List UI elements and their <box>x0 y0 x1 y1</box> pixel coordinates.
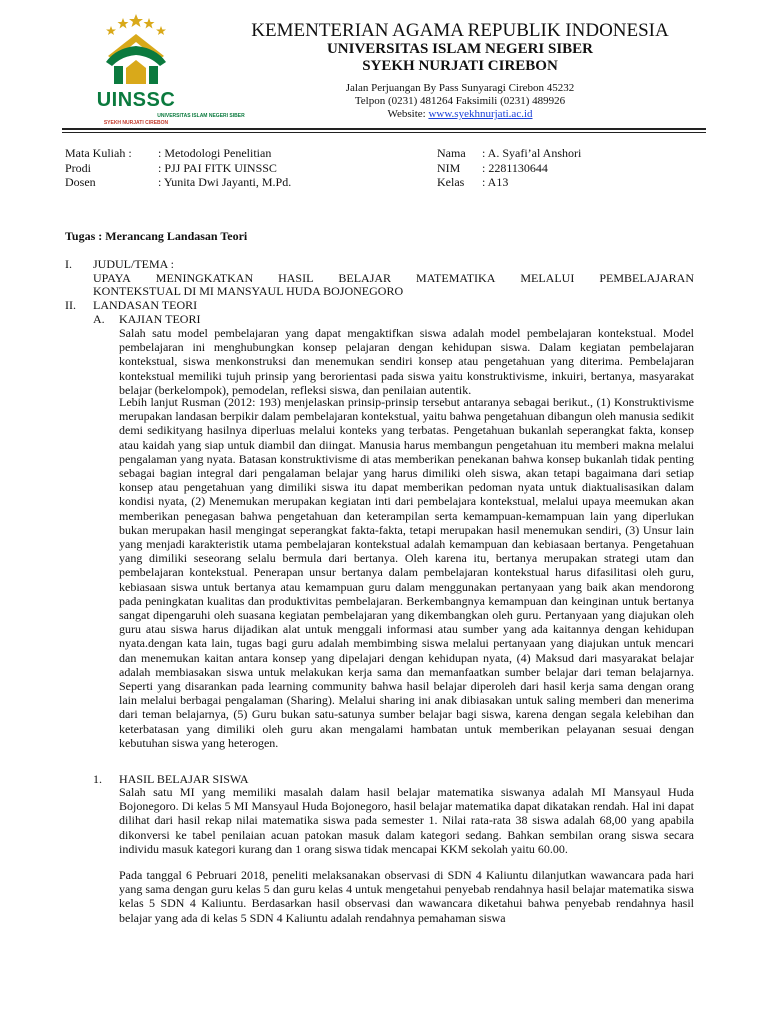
title-word: MELALUI <box>520 271 575 285</box>
value-lecturer: : Yunita Dwi Jayanti, M.Pd. <box>158 175 292 189</box>
logo-wordmark: UINSSC <box>96 89 176 111</box>
identity-right-values <box>482 146 581 190</box>
value-nim: : 2281130644 <box>482 160 548 175</box>
value-program: : PJJ PAI FITK UINSSC <box>158 160 277 175</box>
university-name-line2: SYEKH NURJATI CIREBON <box>362 58 558 74</box>
title-word: UPAYA <box>93 271 131 285</box>
title-word: MENINGKATKAN <box>155 271 254 285</box>
phone-fax: Telpon (0231) 481264 Faksimili (0231) 489926 <box>354 95 566 107</box>
title-word: PEMBELAJARAN <box>599 271 694 285</box>
website-link[interactable]: www.syekhnurjati.ac.id <box>428 108 533 120</box>
assignment-title: Tugas : Merancang Landasan Teori <box>65 229 248 243</box>
label-program: Prodi <box>65 160 92 175</box>
paragraph-learning-outcomes: Salah satu MI yang memiliki masalah dalam hasil belajar matematika siswanya adalah MI Mansyaul Huda Bojonegoro. Di kelas 5 MI Mansyaul Huda Bojonegoro, hasil belajar matematika dapat dikatakan rendah. Hal ini dapat dilihat dari hasil rekap nilai matematika siswa pada semester 1. Nilai rata-rata 38 siswa adalah 68,00 yang apabila dikonversi ke tabel penilaian acuan patokan masuk dalam kategori sedang. Bahkan sembilan orang siswa secara individu masuk kategori kurang dan 1 orang siswa tidak mencapai KKM sekolah yaitu 60.00. <box>119 785 694 856</box>
subsection-1-marker: 1. <box>93 772 102 786</box>
identity-left-labels <box>65 146 132 190</box>
letterhead-rule-thick <box>62 128 706 130</box>
website-line <box>230 108 690 120</box>
label-name: Nama <box>437 146 466 160</box>
section-1-heading: JUDUL/TEMA : <box>93 257 174 271</box>
label-course: Mata Kuliah : <box>65 146 132 160</box>
section-2-numeral: II. <box>65 298 76 312</box>
research-title-line2: KONTEKSTUAL DI MI MANSYAUL HUDA BOJONEGORO <box>93 284 404 298</box>
logo-emblem-icon <box>92 12 180 90</box>
ministry-heading: KEMENTERIAN AGAMA REPUBLIK INDONESIA <box>251 20 669 41</box>
subsection-a-marker: A. <box>93 312 105 326</box>
identity-right-labels <box>437 146 466 190</box>
section-2-heading: LANDASAN TEORI <box>93 298 198 312</box>
subsection-1-heading: HASIL BELAJAR SISWA <box>119 772 249 786</box>
letterhead-rule-thin <box>62 132 706 133</box>
label-lecturer: Dosen <box>65 175 96 189</box>
paragraph-principles: Lebih lanjut Rusman (2012: 193) menjelaskan prinsip-prinsip tersebut antaranya sebagai berikut., (1) Konstruktivisme merupakan landasan berpikir dalam pembelajaran kontekstual, yaitu bahwa pengetahuan dibangun oleh manusia sedikit demi sedikityang hasilnya diperluas melalui konteks yang terbatas. Pengetahuan bukanlah seperangkat fakta, konsep atau kaidah yang siap untuk diambil dan diingat. Manusia harus membangun pengetahuan itu memberi makna melalui pengalaman yang nyata. Batasan konstruktivisme di atas memberikan penekanan bahwa konsep bukanlah tidak penting sebagai bagian integral dari pengalaman belajar yang harus dimiliki oleh siswa, akan tetapi bagaimana dari setiap konsep atau pengetahuan yang dimiliki siswa itu dapat memberikan pedoman nyata untuk diaktualisasikan dalam kondisi nyata, (2) Menemukan merupakan kegiatan inti dari pembelajara kontekstual, melalui upaya meemukan akan memberikan penegasan bahwa pengetahuan dan keterampilan serta kemampuan-kemampuan lain yang diperlukan bukan merupakan hasil mengingat seperangkat fakta-fakta, tetapi merupakan hasil menemukan sendiri, (3) Unsur lain yang menjadi karakteristik utama pembelajaran kontekstual adalah kemampuan dan kebiasaan bertanya. Pengetahuan yang dimiliki seseorang selalu bermula dari bertanya. Oleh karena itu, bertanya merupakan strategi utam dan pembelajaran kontekstual. Penerapan unsur bertanya dalam pembelajaran kontekstual harus difasilitasi oleh guru, kebiasaan siswa untuk bertanya atau kemampuan guru dalam menggunakan pertanyaan yang baik akan mendorong pada peningkatan kualitas dan produktivitas pembelajaran. Berkembangnya kemampuan dan keinginan untuk bertanya sangat dipengaruhi oleh suasana kegiatan pembelajaran yang dikembangkan oleh guru. Pertanyaan yang diajukan oleh guru atau siswa harus dijadikan alat untuk menggali informasi atau sumber yang ada kaitannya dengan kehidupan nyata.dengan kata lain, tugas bagi guru adalah membimbing siswa melalui pertanyaan yang diajukan untuk mencari dan menemukan kaitan antara konsep yang dipelajari dengan kehidupan nyata, (4) Maksud dari masyarakat belajar adalah membiasakan siswa untuk melakukan kerja sama dan memanfaatkan sumber belajar dari teman belajarnya. Seperti yang disarankan pada learning community bahwa hasil belajar diperoleh dari hasil kerja sama dengan orang lain melalui berbagai pengalaman (Sharing). Melalui sharing ini anak dibiasakan untuk saling memberi dan menerima dari teman belajarnya, (5) Guru bukan satu-satunya sumber belajar bagi siswa, karena dengan segala kelebihan dan keterbatasan yang dimiliki oleh guru akan mengalami hambatan untuk memberikan pelayanan sesuai dengan kebutuhan siswa yang heterogen. <box>119 395 694 750</box>
subsection-a-heading: KAJIAN TEORI <box>119 312 201 326</box>
research-title-line1 <box>93 271 694 285</box>
label-nim: NIM <box>437 160 461 175</box>
section-1-numeral: I. <box>65 257 72 271</box>
value-class: : A13 <box>482 175 509 189</box>
title-word: BELAJAR <box>338 271 392 285</box>
value-name: : A. Syafi’al Anshori <box>482 146 582 160</box>
logo-subtitle-name: SYEKH NURJATI CIREBON <box>103 120 169 126</box>
title-word: MATEMATIKA <box>416 271 496 285</box>
paragraph-observation: Pada tanggal 6 Pebruari 2018, peneliti melaksanakan observasi di SDN 4 Kaliuntu dilanjutkan wawancara pada hari yang sama dengan guru kelas 5 dan guru kelas 4 untuk mengetahui penyebab rendahnya hasil belajar matematika siswa kelas 5 SDN 4 Kaliuntu. Berdasarkan hasil observasi dan wawancara diketahui bahwa penyebab rendahnya hasil belajar yang ada di kelas 5 SDN 4 Kaliuntu adalah rendahnya pemahaman siswa <box>119 868 694 925</box>
identity-left-values <box>158 146 291 190</box>
paragraph-intro: Salah satu model pembelajaran yang dapat mengaktifkan siswa adalah model pembelajaran kontekstual. Model pembelajaran ini menghubungkan konsep pelajaran dengan kehidupan siswa. Dalam kegiatan pembelajaran kontekstual, siswa menkonstruksi dan menemukan sendiri konsep atau pengetahuan yang diterima. Pembelajaran kontekstual memiliki tujuh prinsip yang berorientasi pada siswa yaitu konstruktivisme, inkuiri, bertanya, masyarakat belajar (berkelompok), pemodelan, refleksi siswa, dan penilaian autentik. <box>119 326 694 397</box>
label-class: Kelas <box>437 175 465 189</box>
logo-subtitle-university: UNIVERSITAS ISLAM NEGERI SIBER <box>157 113 245 119</box>
university-logo <box>86 12 245 130</box>
website-label: Website: <box>387 108 429 120</box>
university-name-line1: UNIVERSITAS ISLAM NEGERI SIBER <box>326 41 594 57</box>
address: Jalan Perjuangan By Pass Sunyaragi Cirebon 45232 <box>345 82 575 94</box>
title-word: HASIL <box>278 271 314 285</box>
value-course: : Metodologi Penelitian <box>158 146 272 160</box>
